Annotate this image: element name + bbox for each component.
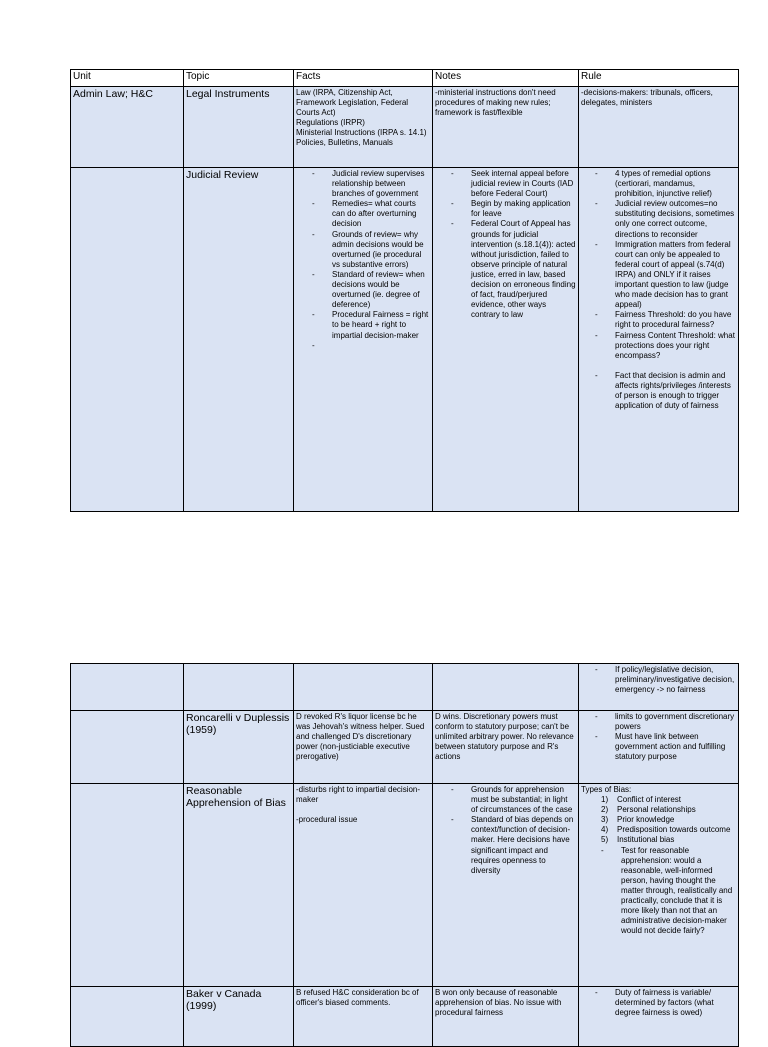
- list-item: - Fairness Threshold: do you have right to procedural fairness?: [595, 310, 736, 330]
- table-row: [71, 664, 739, 711]
- unit-cell: [71, 784, 184, 987]
- list-item: - Fact that decision is admin and affects rights/privileges /interests of person is enough to trigger application of duty of fairness: [595, 371, 736, 411]
- unit-cell: [71, 711, 184, 784]
- list-item: [601, 825, 736, 835]
- list-item: [601, 835, 736, 845]
- topic-cell: Legal Instruments: [184, 87, 294, 168]
- list-text: Prior knowledge: [617, 815, 675, 825]
- header-facts: Facts: [294, 70, 433, 87]
- rule-cell: [579, 987, 739, 1047]
- list-number: 2): [601, 805, 609, 815]
- header-unit: Unit: [71, 70, 184, 87]
- list-item: - Duty of fairness is variable/ determined by factors (what degree fairness is owed): [595, 988, 736, 1018]
- header-row: [71, 70, 739, 87]
- unit-cell: Admin Law; H&C: [71, 87, 184, 168]
- header-notes: Notes: [433, 70, 579, 87]
- rule-cell: [579, 711, 739, 784]
- rule-intro: Types of Bias:: [581, 785, 632, 794]
- list-item: - 4 types of remedial options (certiorari, mandamus, prohibition, injunctive relief): [595, 169, 736, 199]
- list-item: - Fairness Content Threshold: what protections does your right encompass?: [595, 331, 736, 361]
- list-item: - Grounds of review= why admin decisions would be overturned (ie procedural vs substantive errors): [312, 230, 430, 270]
- header-rule: Rule: [579, 70, 739, 87]
- list-item: - Procedural Fairness = right to be heard + right to impartial decision-maker: [312, 310, 430, 340]
- notes-cell: [433, 168, 579, 512]
- facts-cell: B refused H&C consideration bc of officer's biased comments.: [294, 987, 433, 1047]
- topic-cell: Roncarelli v Duplessis (1959): [184, 711, 294, 784]
- facts-cell: [294, 784, 433, 987]
- facts-cell: [294, 168, 433, 512]
- facts-cell: [294, 664, 433, 711]
- list-item: [601, 805, 736, 815]
- list-item: - Federal Court of Appeal has grounds for judicial intervention (s.18.1(4)): acted without jurisdiction, failed to observe principle of natural justice, erred in law, based decision on erroneous finding of fact, fraud/perjured evidence, other ways contrary to law: [451, 219, 576, 320]
- rule-cell: -decisions-makers: tribunals, officers, delegates, ministers: [579, 87, 739, 168]
- unit-cell: [71, 987, 184, 1047]
- list-text: Predisposition towards outcome: [617, 825, 731, 835]
- list-item: - Immigration matters from federal court can only be appealed to federal court of appeal (s.74(d) IRPA) and ONLY if it raises important question to law (judge who made decision has to grant appeal): [595, 240, 736, 311]
- table-row: [71, 168, 739, 512]
- table-row: [71, 987, 739, 1047]
- facts-cell: D revoked R's liquor license bc he was Jehovah's witness helper. Sued and challenged D's discretionary power (non-justiciable executive prerogative): [294, 711, 433, 784]
- list-item: - Grounds for apprehension must be substantial; in light of circumstances of the case: [451, 785, 576, 815]
- unit-cell: [71, 664, 184, 711]
- list-item: - Begin by making application for leave: [451, 199, 576, 219]
- list-item: - Remedies= what courts can do after overturning decision: [312, 199, 430, 229]
- list-number: 5): [601, 835, 609, 845]
- facts-line: -disturbs right to impartial decision-maker: [296, 785, 421, 805]
- list-number: 4): [601, 825, 609, 835]
- header-topic: Topic: [184, 70, 294, 87]
- rule-cell: [579, 664, 739, 711]
- list-item: - Test for reasonable apprehension: would a reasonable, well-informed person, having thought the matter through, realistically and practically, conclude that it is more likely than not that an administrative decision-maker would not decide fairly?: [601, 846, 736, 937]
- list-item: - Judicial review outcomes=no substituting decisions, sometimes only one correct outcome, directions to reconsider: [595, 199, 736, 239]
- notes-cell: B won only because of reasonable apprehension of bias. No issue with procedural fairness: [433, 987, 579, 1047]
- topic-cell: [184, 664, 294, 711]
- topic-cell: Baker v Canada (1999): [184, 987, 294, 1047]
- list-item: - Must have link between government action and fulfilling statutory purpose: [595, 732, 736, 762]
- notes-table-2: [70, 663, 739, 1047]
- list-number: 3): [601, 815, 609, 825]
- list-number: 1): [601, 795, 609, 805]
- facts-cell: Law (IRPA, Citizenship Act, Framework Legislation, Federal Courts Act) Regulations (IRPR) Ministerial Instructions (IRPA s. 14.1) Policies, Bulletins, Manuals: [294, 87, 433, 168]
- list-item: - Seek internal appeal before judicial review in Courts (IAD before Federal Court): [451, 169, 576, 199]
- rule-cell: [579, 784, 739, 987]
- topic-cell: Judicial Review: [184, 168, 294, 512]
- list-item: - Standard of bias depends on context/function of decision-maker. Here decisions have significant impact and requires openness to diversity: [451, 815, 576, 876]
- unit-cell: [71, 168, 184, 512]
- notes-cell: [433, 664, 579, 711]
- facts-line: -procedural issue: [296, 815, 358, 825]
- table-row: [71, 784, 739, 987]
- list-text: Personal relationships: [617, 805, 696, 815]
- list-text: Conflict of interest: [617, 795, 682, 805]
- list-item: [601, 795, 736, 805]
- list-item: - Judicial review supervises relationship between branches of government: [312, 169, 430, 199]
- table-row: [71, 87, 739, 168]
- list-item: [601, 815, 736, 825]
- notes-cell: -ministerial instructions don't need procedures of making new rules; framework is fast/flexible: [433, 87, 579, 168]
- table-row: [71, 711, 739, 784]
- notes-table-1: [70, 69, 739, 512]
- notes-cell: [433, 784, 579, 987]
- list-item: - If policy/legislative decision, preliminary/investigative decision, emergency -> no fairness: [595, 665, 736, 695]
- list-item: - Standard of review= when decisions would be overturned (ie. degree of deference): [312, 270, 430, 310]
- list-text: Institutional bias: [617, 835, 675, 845]
- topic-cell: Reasonable Apprehension of Bias: [184, 784, 294, 987]
- list-item: - limits to government discretionary powers: [595, 712, 736, 732]
- notes-cell: D wins. Discretionary powers must conform to statutory purpose; can't be unlimited arbitrary power. No relevance between statutory purpose and R's actions: [433, 711, 579, 784]
- rule-cell: [579, 168, 739, 512]
